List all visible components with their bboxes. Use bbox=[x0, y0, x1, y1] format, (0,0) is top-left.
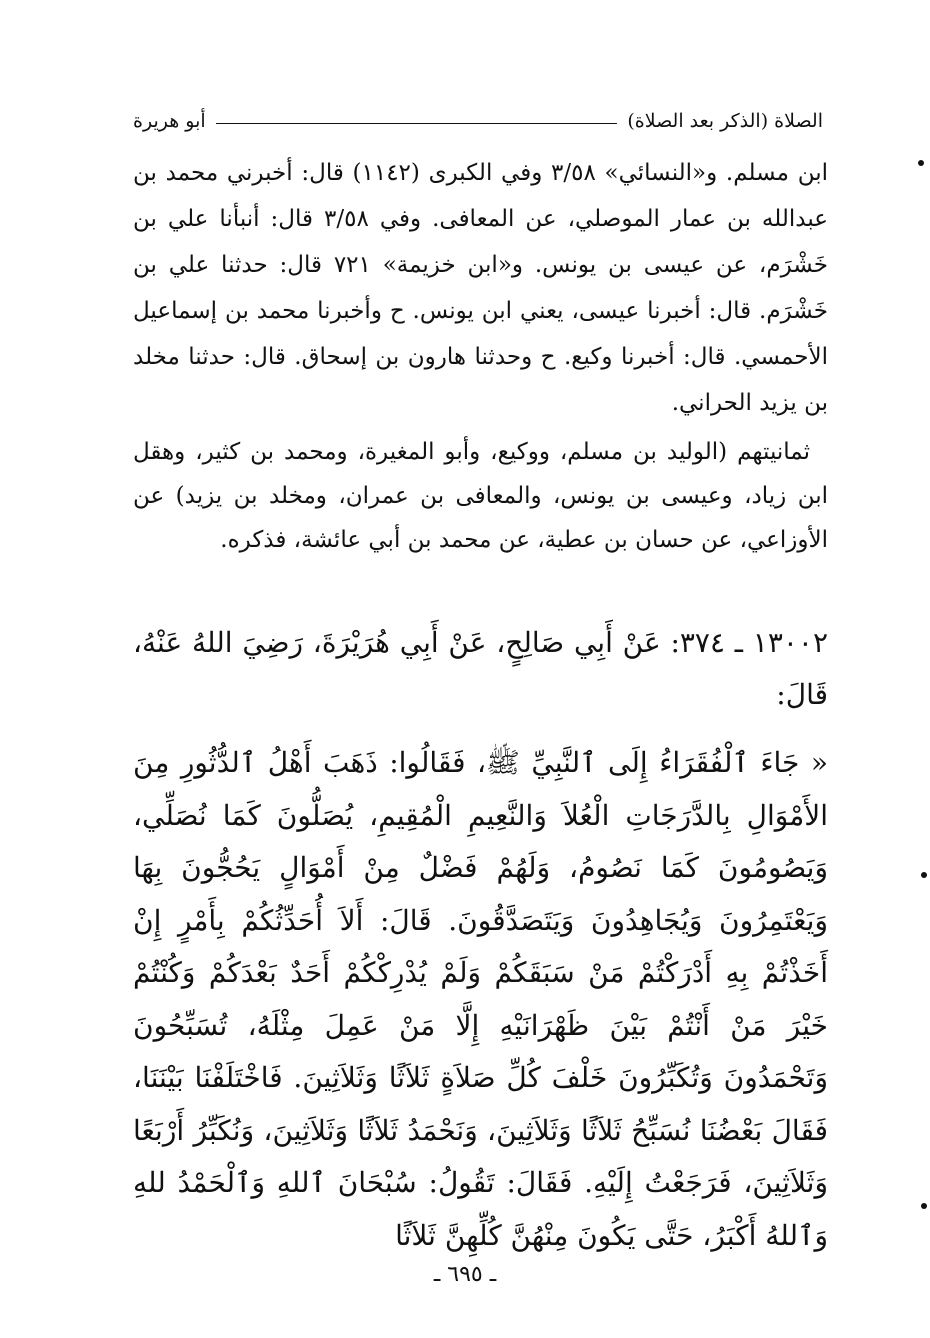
header-narrator-title: أبو هريرة bbox=[133, 110, 206, 132]
header-rule bbox=[216, 123, 618, 124]
sources-paragraph: ابن مسلم. و«النسائي» ٣/٥٨ وفي الكبرى (١١٤٢) قال: أخبرني محمد بن عبدالله بن عمار الموصلي، عن المعافى. وفي ٣/٥٨ قال: أنبأنا علي بن خَشْرَم، عن عيسى بن يونس. و«ابن خزيمة» ٧٢١ قال: حدثنا علي بن خَشْرَم. قال: أخبرنا عيسى، يعني ابن يونس. ح وأخبرنا محمد بن إسماعيل الأحمسي. قال: أخبرنا وكيع. ح وحدثنا هارون بن إسحاق. قال: حدثنا مخلد بن يزيد الحراني. bbox=[133, 160, 829, 416]
running-header bbox=[133, 104, 823, 138]
sources-summary-paragraph: ثمانيتهم (الوليد بن مسلم، ووكيع، وأبو المغيرة، ومحمد بن كثير، وهقل ابن زياد، وعيسى بن يونس، والمعافى بن عمران، ومخلد بن يزيد) عن الأوزاعي، عن حسان بن عطية، عن محمد بن أبي عائشة، فذكره. bbox=[133, 439, 828, 553]
hadith-text: « جَاءَ ٱلْفُقَرَاءُ إِلَى ٱلنَّبِيِّ ﷺ، فَقَالُوا: ذَهَبَ أَهْلُ ٱلدُّثُورِ مِنَ الأَمْوَالِ بِالدَّرَجَاتِ الْعُلاَ وَالنَّعِيمِ الْمُقِيمِ، يُصَلُّونَ كَمَا نُصَلِّي، وَيَصُومُونَ كَمَا نَصُومُ، وَلَهُمْ فَضْلٌ مِنْ أَمْوَالٍ يَحُجُّونَ بِهَا وَيَعْتَمِرُونَ وَيُجَاهِدُونَ وَيَتَصَدَّقُونَ. قَالَ: أَلاَ أُحَدِّثُكُمْ بِأَمْرٍ إِنْ أَخَذْتُمْ بِهِ أَدْرَكْتُمْ مَنْ سَبَقَكُمْ وَلَمْ يُدْرِكْكُمْ أَحَدٌ بَعْدَكُمْ وَكُنْتُمْ خَيْرَ مَنْ أَنْتُمْ بَيْنَ ظَهْرَانَيْهِ إِلَّا مَنْ عَمِلَ مِثْلَهُ، تُسَبِّحُونَ وَتَحْمَدُونَ وَتُكَبِّرُونَ خَلْفَ كُلِّ صَلاَةٍ ثَلاَثًا وَثَلاَثِينَ. فَاخْتَلَفْنَا بَيْنَنَا، فَقَالَ بَعْضُنَا نُسَبِّحُ ثَلاَثًا وَثَلاَثِينَ، وَنَحْمَدُ ثَلاَثًا وَثَلاَثِينَ، وَنُكَبِّرُ أَرْبَعًا وَثَلاَثِينَ، فَرَجَعْتُ إِلَيْهِ. فَقَالَ: تَقُولُ: سُبْحَانَ ٱللهِ وَٱلْحَمْدُ للهِ وَٱللهُ أَكْبَرُ، حَتَّى يَكُونَ مِنْهُنَّ كُلِّهِنَّ ثَلاَثًا bbox=[133, 746, 828, 1252]
margin-mark bbox=[921, 1203, 927, 1209]
sources-block bbox=[133, 150, 828, 562]
page-number: ـ ٦٩٥ ـ bbox=[433, 1262, 497, 1287]
margin-mark bbox=[918, 160, 924, 166]
hadith-heading: ١٣٠٠٢ ـ ٣٧٤: عَنْ أَبِي صَالِحٍ، عَنْ أَبِي هُرَيْرَةَ، رَضِيَ اللهُ عَنْهُ، قَالَ: bbox=[133, 626, 828, 711]
header-chapter-title: الصلاة (الذكر بعد الصلاة) bbox=[627, 110, 823, 132]
margin-mark bbox=[921, 872, 927, 878]
